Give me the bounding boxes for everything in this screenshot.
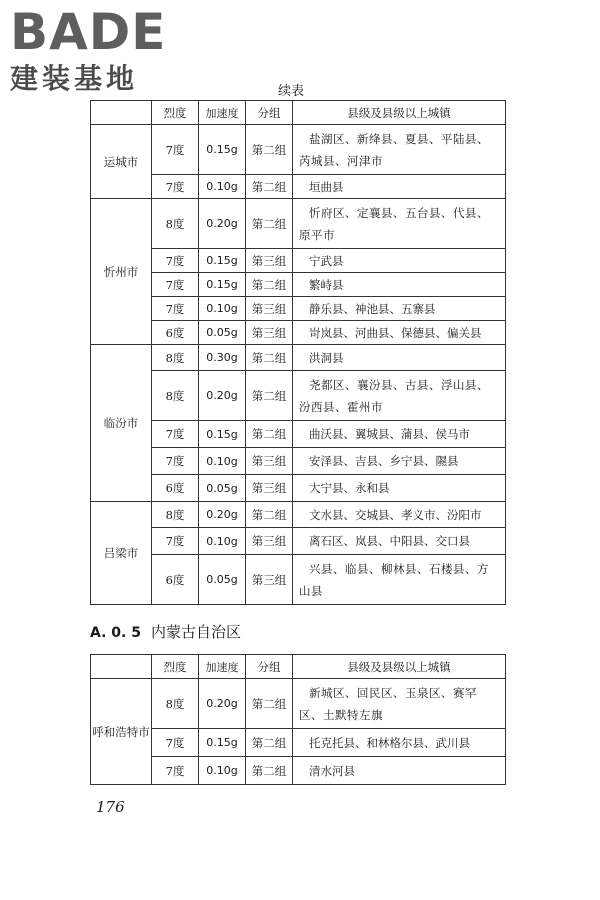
- table-row: [91, 371, 506, 421]
- acceleration-cell: 0.15g: [199, 421, 246, 448]
- group-cell: 第二组: [246, 421, 293, 448]
- towns-text: 安泽县、吉县、乡宁县、隰县: [309, 454, 459, 468]
- acceleration-cell: 0.10g: [199, 528, 246, 555]
- intensity-cell: 8度: [152, 371, 199, 421]
- intensity-cell: 7度: [152, 729, 199, 757]
- acceleration-cell: 0.10g: [199, 297, 246, 321]
- towns-cell: [293, 448, 506, 475]
- table-row: [91, 448, 506, 475]
- table-row: [91, 679, 506, 729]
- acceleration-cell: 0.05g: [199, 321, 246, 345]
- towns-text: 垣曲县: [309, 179, 344, 194]
- column-header: 分组: [246, 655, 293, 679]
- column-header: 县级及县级以上城镇: [293, 655, 506, 679]
- table-row: [91, 345, 506, 371]
- intensity-cell: 7度: [152, 125, 199, 175]
- column-header: 加速度: [199, 101, 246, 125]
- towns-text: 岢岚县、河曲县、保德县、偏关县: [309, 325, 482, 340]
- towns-text: 兴县、临县、柳林县、石楼县、方山县: [299, 561, 489, 598]
- group-cell: 第三组: [246, 321, 293, 345]
- intensity-cell: 8度: [152, 502, 199, 528]
- seismic-table-inner-mongolia: [90, 654, 506, 785]
- group-cell: 第二组: [246, 371, 293, 421]
- group-cell: 第三组: [246, 528, 293, 555]
- towns-cell: [293, 421, 506, 448]
- acceleration-cell: 0.20g: [199, 502, 246, 528]
- towns-text: 宁武县: [309, 253, 344, 268]
- group-cell: 第三组: [246, 249, 293, 273]
- city-cell: 忻州市: [91, 199, 152, 345]
- towns-cell: [293, 345, 506, 371]
- column-header: 烈度: [152, 101, 199, 125]
- group-cell: 第二组: [246, 757, 293, 785]
- towns-cell: [293, 249, 506, 273]
- group-cell: 第三组: [246, 475, 293, 502]
- intensity-cell: 7度: [152, 528, 199, 555]
- towns-text: 曲沃县、翼城县、蒲县、侯马市: [309, 427, 470, 441]
- group-cell: 第三组: [246, 555, 293, 605]
- towns-text: 离石区、岚县、中阳县、交口县: [309, 534, 470, 548]
- group-cell: 第三组: [246, 448, 293, 475]
- table-row: [91, 175, 506, 199]
- towns-text: 文水县、交城县、孝义市、汾阳市: [309, 507, 482, 522]
- towns-cell: [293, 371, 506, 421]
- table-caption: 续表: [278, 84, 305, 99]
- logo-wordmark: BADE: [10, 3, 167, 61]
- towns-cell: [293, 475, 506, 502]
- towns-text: 新城区、回民区、玉泉区、赛罕区、土默特左旗: [299, 685, 477, 722]
- towns-cell: [293, 125, 506, 175]
- table-row: [91, 273, 506, 297]
- city-cell: 吕梁市: [91, 502, 152, 605]
- towns-text: 托克托县、和林格尔县、武川县: [309, 735, 470, 750]
- towns-cell: [293, 175, 506, 199]
- acceleration-cell: 0.30g: [199, 345, 246, 371]
- intensity-cell: 6度: [152, 475, 199, 502]
- towns-text: 静乐县、神池县、五寨县: [309, 301, 436, 316]
- acceleration-cell: 0.15g: [199, 249, 246, 273]
- towns-cell: [293, 528, 506, 555]
- intensity-cell: 7度: [152, 448, 199, 475]
- towns-text: 尧都区、襄汾县、古县、浮山县、汾西县、霍州市: [299, 377, 489, 414]
- logo-subtitle: 建装基地: [10, 62, 139, 95]
- page-number: 176: [96, 798, 125, 816]
- towns-text: 大宁县、永和县: [309, 481, 390, 495]
- intensity-cell: 8度: [152, 199, 199, 249]
- group-cell: 第二组: [246, 345, 293, 371]
- acceleration-cell: 0.10g: [199, 448, 246, 475]
- group-cell: 第二组: [246, 502, 293, 528]
- city-cell: 运城市: [91, 125, 152, 199]
- towns-text: 洪洞县: [309, 350, 344, 365]
- city-cell: 临汾市: [91, 345, 152, 502]
- acceleration-cell: 0.05g: [199, 475, 246, 502]
- acceleration-cell: 0.20g: [199, 371, 246, 421]
- column-header: 县级及县级以上城镇: [293, 101, 506, 125]
- table-row: [91, 729, 506, 757]
- towns-cell: [293, 199, 506, 249]
- intensity-cell: 7度: [152, 421, 199, 448]
- group-cell: 第二组: [246, 729, 293, 757]
- table-row: [91, 249, 506, 273]
- towns-cell: [293, 555, 506, 605]
- towns-cell: [293, 273, 506, 297]
- intensity-cell: 7度: [152, 297, 199, 321]
- towns-cell: [293, 502, 506, 528]
- towns-cell: [293, 321, 506, 345]
- towns-cell: [293, 297, 506, 321]
- city-cell: 呼和浩特市: [91, 679, 152, 785]
- section-number: A. 0. 5: [90, 625, 141, 641]
- group-cell: 第二组: [246, 125, 293, 175]
- table-row: [91, 421, 506, 448]
- towns-cell: [293, 729, 506, 757]
- towns-cell: [293, 757, 506, 785]
- column-header: 加速度: [199, 655, 246, 679]
- column-header: [91, 101, 152, 125]
- towns-text: 盐湖区、新绛县、夏县、平陆县、芮城县、河津市: [299, 131, 489, 168]
- acceleration-cell: 0.15g: [199, 125, 246, 175]
- group-cell: 第二组: [246, 273, 293, 297]
- header-row: [91, 655, 506, 679]
- group-cell: 第二组: [246, 679, 293, 729]
- table-row: [91, 528, 506, 555]
- acceleration-cell: 0.20g: [199, 199, 246, 249]
- acceleration-cell: 0.05g: [199, 555, 246, 605]
- acceleration-cell: 0.10g: [199, 175, 246, 199]
- table-row: [91, 297, 506, 321]
- group-cell: 第二组: [246, 199, 293, 249]
- table-row: [91, 125, 506, 175]
- table-row: [91, 502, 506, 528]
- table-row: [91, 199, 506, 249]
- section-title: 内蒙古自治区: [150, 623, 241, 641]
- table-row: [91, 475, 506, 502]
- group-cell: 第二组: [246, 175, 293, 199]
- table-row: [91, 555, 506, 605]
- table-row: [91, 321, 506, 345]
- intensity-cell: 8度: [152, 345, 199, 371]
- acceleration-cell: 0.20g: [199, 679, 246, 729]
- acceleration-cell: 0.10g: [199, 757, 246, 785]
- header-row: [91, 101, 506, 125]
- table-row: [91, 757, 506, 785]
- intensity-cell: 6度: [152, 321, 199, 345]
- intensity-cell: 7度: [152, 175, 199, 199]
- acceleration-cell: 0.15g: [199, 729, 246, 757]
- logo: [10, 3, 180, 96]
- column-header: 烈度: [152, 655, 199, 679]
- column-header: 分组: [246, 101, 293, 125]
- towns-text: 忻府区、定襄县、五台县、代县、原平市: [299, 205, 489, 242]
- group-cell: 第三组: [246, 297, 293, 321]
- intensity-cell: 7度: [152, 249, 199, 273]
- acceleration-cell: 0.15g: [199, 273, 246, 297]
- column-header: [91, 655, 152, 679]
- intensity-cell: 6度: [152, 555, 199, 605]
- seismic-table-shanxi: [90, 100, 506, 605]
- section-heading: [90, 621, 241, 642]
- towns-cell: [293, 679, 506, 729]
- towns-text: 繁峙县: [309, 277, 344, 292]
- towns-text: 清水河县: [309, 763, 355, 778]
- intensity-cell: 7度: [152, 273, 199, 297]
- intensity-cell: 8度: [152, 679, 199, 729]
- intensity-cell: 7度: [152, 757, 199, 785]
